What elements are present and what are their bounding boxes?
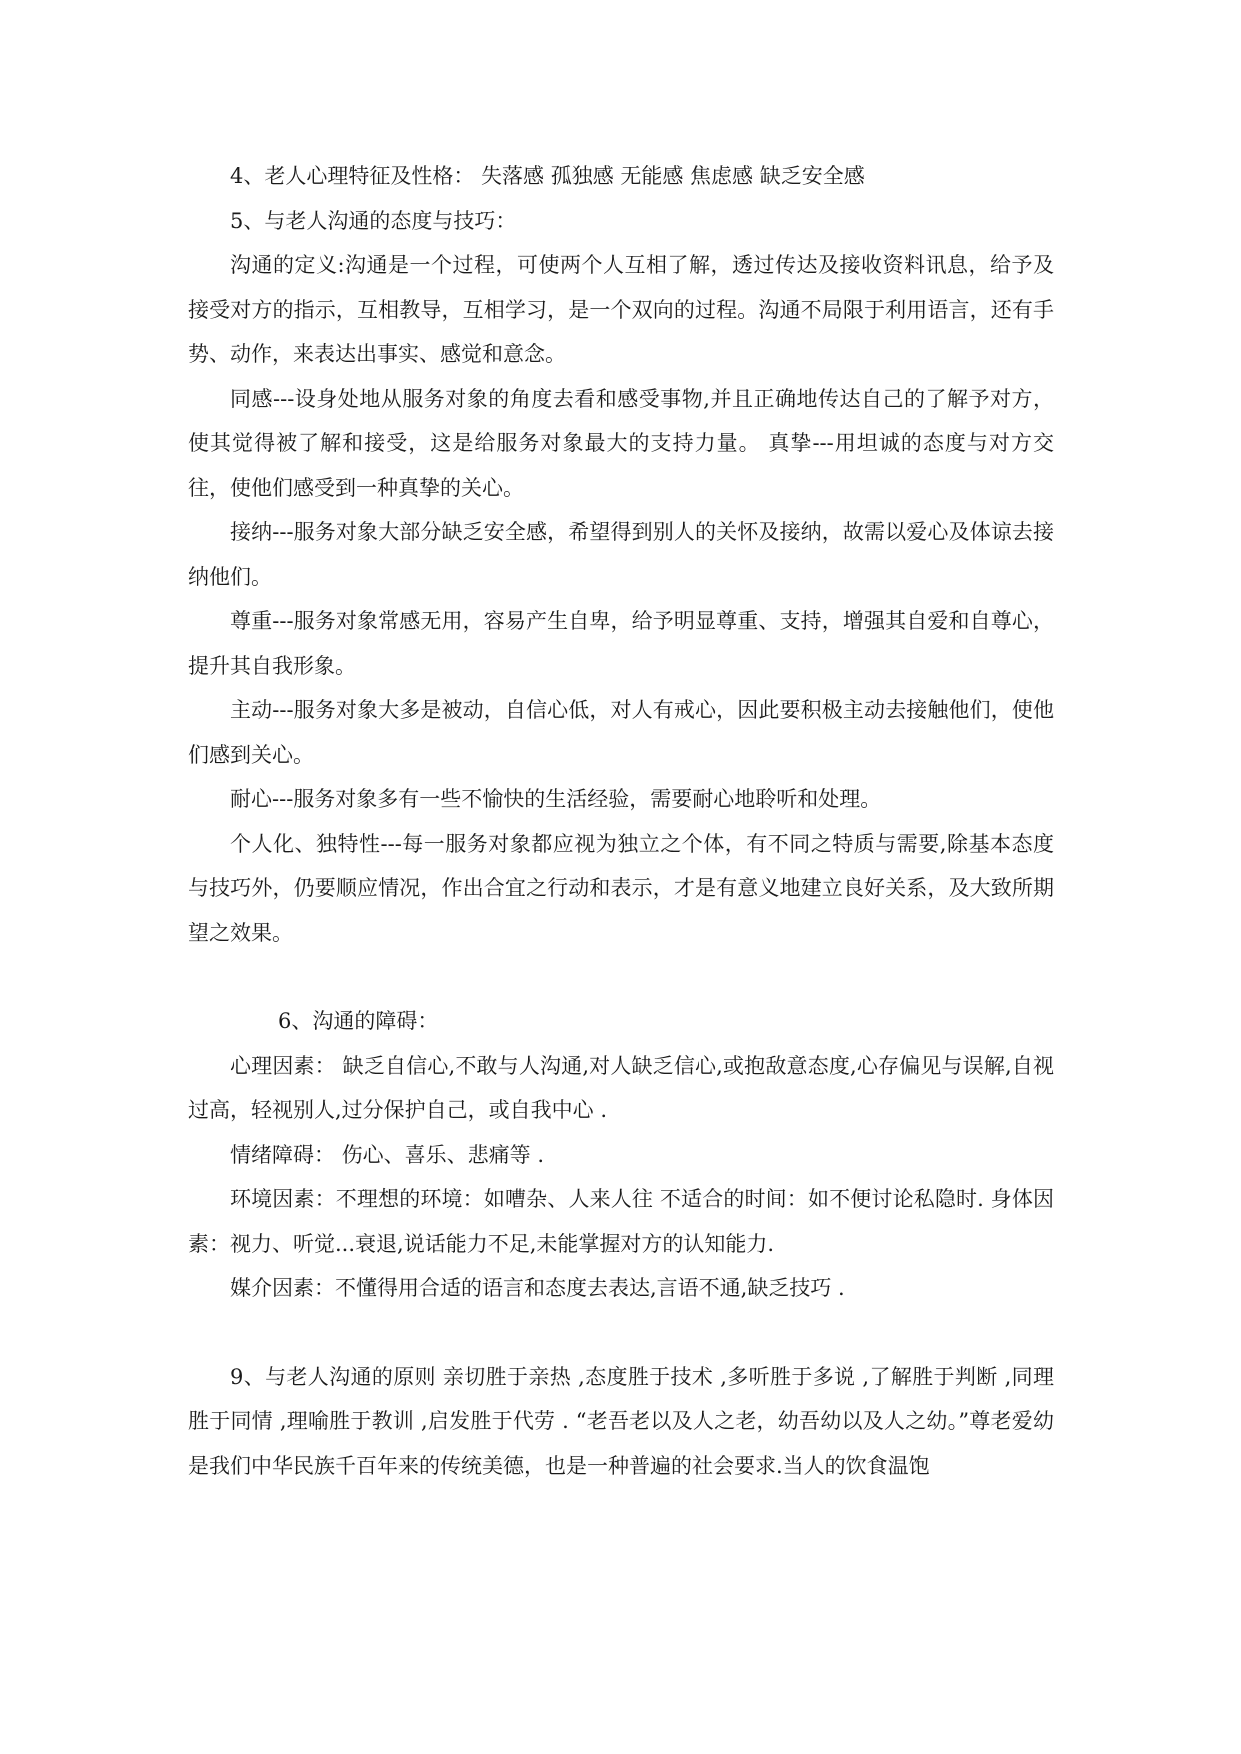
paragraph-acceptance: 接纳---服务对象大部分缺乏安全感，希望得到别人的关怀及接纳，故需以爱心及体谅去接纳他们。	[188, 520, 1054, 589]
paragraph-environmental-factors: 环境因素：不理想的环境：如嘈杂、人来人往 不适合的时间：如不便讨论私隐时. 身体因素：视力、听觉...衰退,说话能力不足,未能掌握对方的认知能力.	[188, 1187, 1054, 1256]
paragraph-barriers-heading: 6、沟通的障碍：	[278, 1009, 439, 1033]
paragraph-psychological-factors: 心理因素： 缺乏自信心,不敢与人沟通,对人缺乏信心,或抱敌意态度,心存偏见与误解,自视过高，轻视别人,过分保护自己，或自我中心 .	[188, 1053, 1054, 1122]
document-body	[188, 154, 1054, 1488]
paragraph-initiative: 主动---服务对象大多是被动，自信心低，对人有戒心，因此要积极主动去接触他们，使他们感到关心。	[188, 698, 1054, 767]
spacer	[188, 955, 1054, 999]
paragraph-media-factors: 媒介因素：不懂得用合适的语言和态度去表达,言语不通,缺乏技巧 .	[230, 1276, 845, 1300]
paragraph-communication-heading: 5、与老人沟通的态度与技巧：	[230, 208, 517, 233]
spacer	[188, 1311, 1054, 1355]
paragraph-individuality: 个人化、独特性---每一服务对象都应视为独立之个体，有不同之特质与需要,除基本态度与技巧外，仍要顺应情况，作出合宜之行动和表示，才是有意义地建立良好关系，及大致所期望之效果。	[188, 831, 1054, 945]
paragraph-patience: 耐心---服务对象多有一些不愉快的生活经验，需要耐心地聆听和处理。	[230, 787, 882, 811]
paragraph-psych-traits: 4、老人心理特征及性格： 失落感 孤独感 无能感 焦虑感 缺乏安全感	[230, 164, 865, 188]
paragraph-respect: 尊重---服务对象常感无用，容易产生自卑，给予明显尊重、支持，增强其自爱和自尊心，提升其自我形象。	[188, 609, 1054, 678]
paragraph-empathy: 同感---设身处地从服务对象的角度去看和感受事物,并且正确地传达自己的了解予对方，使其觉得被了解和接受，这是给服务对象最大的支持力量。 真挚---用坦诚的态度与对方交往，使他们感受到一种真挚的关心。	[188, 386, 1054, 500]
paragraph-communication-definition: 沟通的定义:沟通是一个过程，可使两个人互相了解，透过传达及接收资料讯息，给予及接受对方的指示，互相教导，互相学习，是一个双向的过程。沟通不局限于利用语言，还有手势、动作，来表达出事实、感觉和意念。	[188, 253, 1054, 366]
paragraph-communication-principles: 9、与老人沟通的原则 亲切胜于亲热 ,态度胜于技术 ,多听胜于多说 ,了解胜于判断 ,同理胜于同情 ,理喻胜于教训 ,启发胜于代劳 . “老吾老以及人之老，幼吾幼以及人之幼。”尊老爱幼是我们中华民族千百年来的传统美德，也是一种普遍的社会要求.当人的饮食温饱	[188, 1364, 1054, 1478]
paragraph-emotional-barriers: 情绪障碍： 伤心、喜乐、悲痛等 .	[230, 1142, 545, 1167]
